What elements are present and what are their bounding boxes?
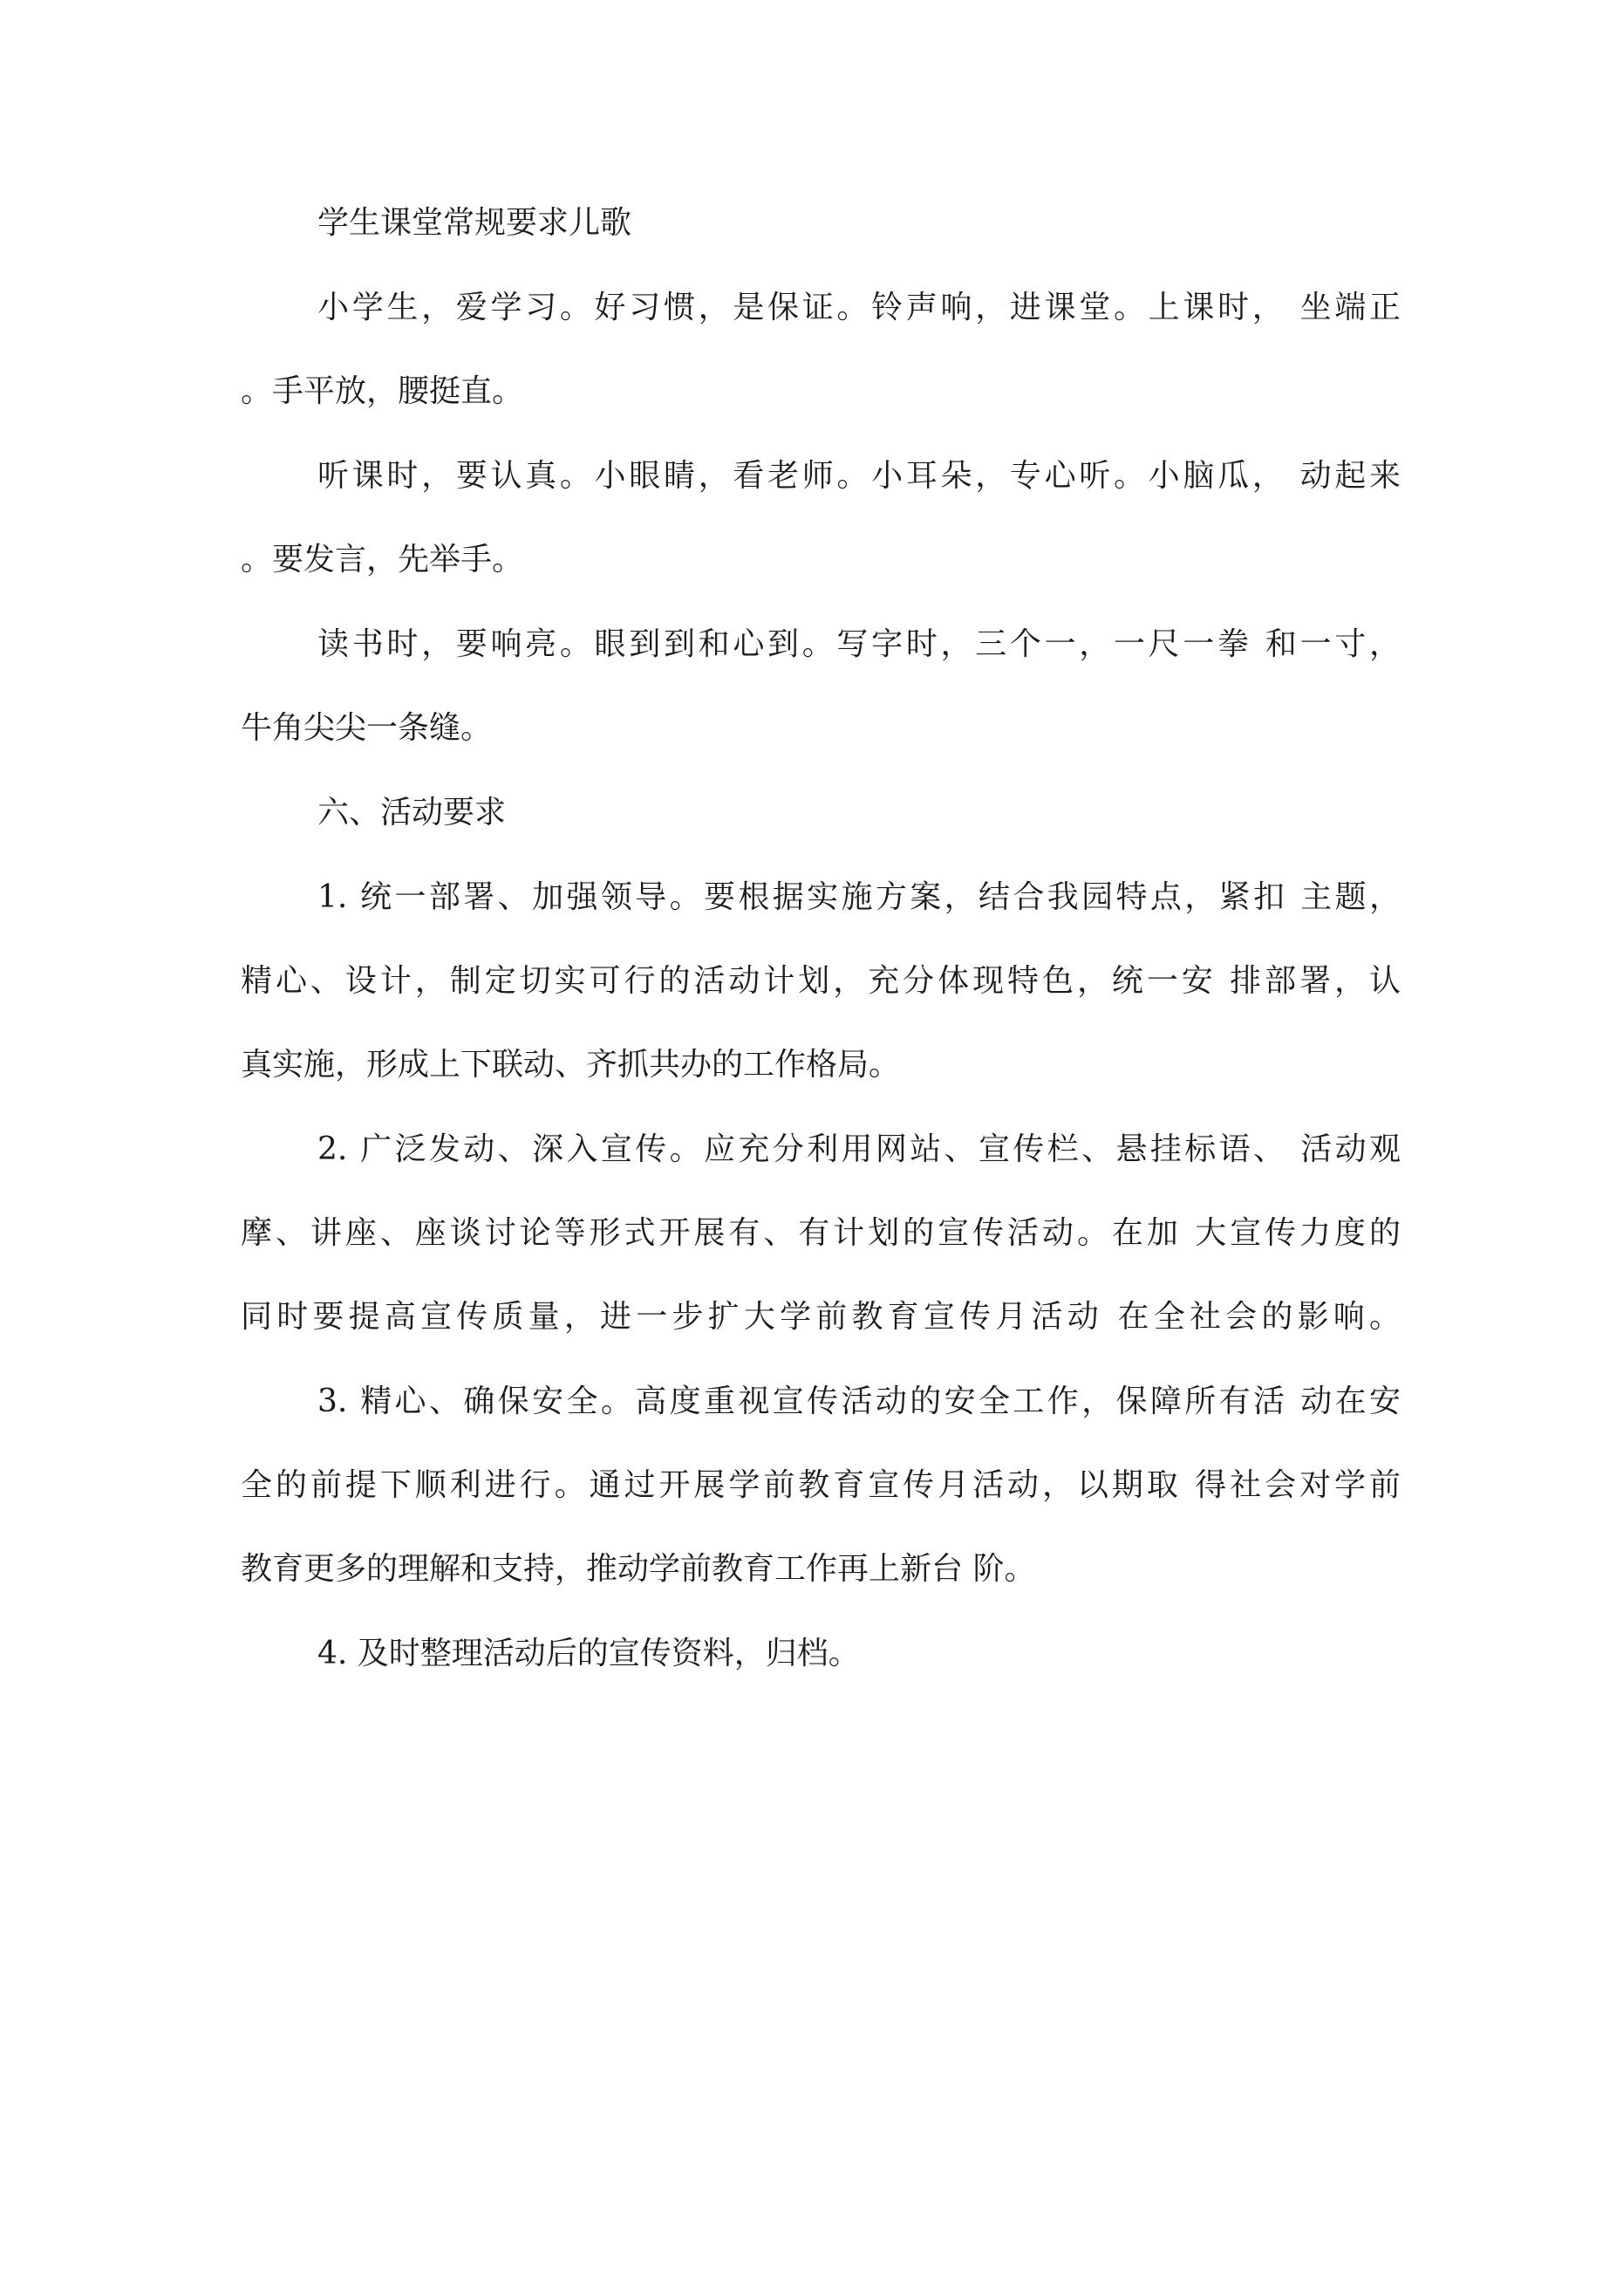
- paragraph-rules-2: [241, 455, 1401, 581]
- paragraph-line: 牛角尖尖一条缝。: [241, 710, 493, 746]
- paragraph-requirement-2: [241, 1129, 1401, 1338]
- paragraph-requirement-4: [241, 1633, 1401, 1675]
- paragraph-line: 。要发言，先举手。: [241, 542, 524, 577]
- section-heading-text: 六、活动要求: [317, 795, 507, 830]
- section-heading: [241, 792, 1401, 834]
- document-title: 学生课堂常规要求儿歌: [317, 205, 632, 241]
- paragraph-line: 3. 精心、确保安全。高度重视宣传活动的安全工作，保障所有活 动在安: [317, 1384, 1401, 1419]
- paragraph-rules-1: [241, 287, 1401, 413]
- paragraph-line: 同时要提高宣传质量，进一步扩大学前教育宣传月活动 在全社会的影响。: [241, 1299, 1401, 1335]
- paragraph-line: 精心、设计，制定切实可行的活动计划，充分体现特色，统一安 排部署，认: [241, 963, 1401, 999]
- paragraph-line: 真实施，形成上下联动、齐抓共办的工作格局。: [241, 1047, 901, 1083]
- paragraph-requirement-1: [241, 877, 1401, 1086]
- paragraph-rules-3: [241, 624, 1401, 749]
- paragraph-line: 全的前提下顺利进行。通过开展学前教育宣传月活动，以期取 得社会对学前: [241, 1467, 1401, 1503]
- paragraph-line: 4. 及时整理活动后的宣传资料，归档。: [317, 1636, 860, 1671]
- document-body: [241, 202, 1401, 1675]
- paragraph-line: 。手平放，腰挺直。: [241, 373, 524, 409]
- paragraph-line: 小学生，爱学习。好习惯，是保证。铃声响，进课堂。上课时， 坐端正: [317, 290, 1401, 325]
- paragraph-line: 2. 广泛发动、深入宣传。应充分利用网站、宣传栏、悬挂标语、 活动观: [317, 1131, 1401, 1167]
- paragraph-line: 读书时，要响亮。眼到到和心到。写字时，三个一，一尺一拳 和一寸，: [317, 626, 1401, 662]
- paragraph-line: 听课时，要认真。小眼睛，看老师。小耳朵，专心听。小脑瓜， 动起来: [317, 458, 1401, 494]
- paragraph-requirement-3: [241, 1381, 1401, 1590]
- paragraph-line: 摩、讲座、座谈讨论等形式开展有、有计划的宣传活动。在加 大宣传力度的: [241, 1215, 1401, 1251]
- paragraph-line: 1. 统一部署、加强领导。要根据实施方案，结合我园特点，紧扣 主题，: [317, 879, 1401, 915]
- paragraph-line: 教育更多的理解和支持，推动学前教育工作再上新台 阶。: [241, 1551, 1036, 1587]
